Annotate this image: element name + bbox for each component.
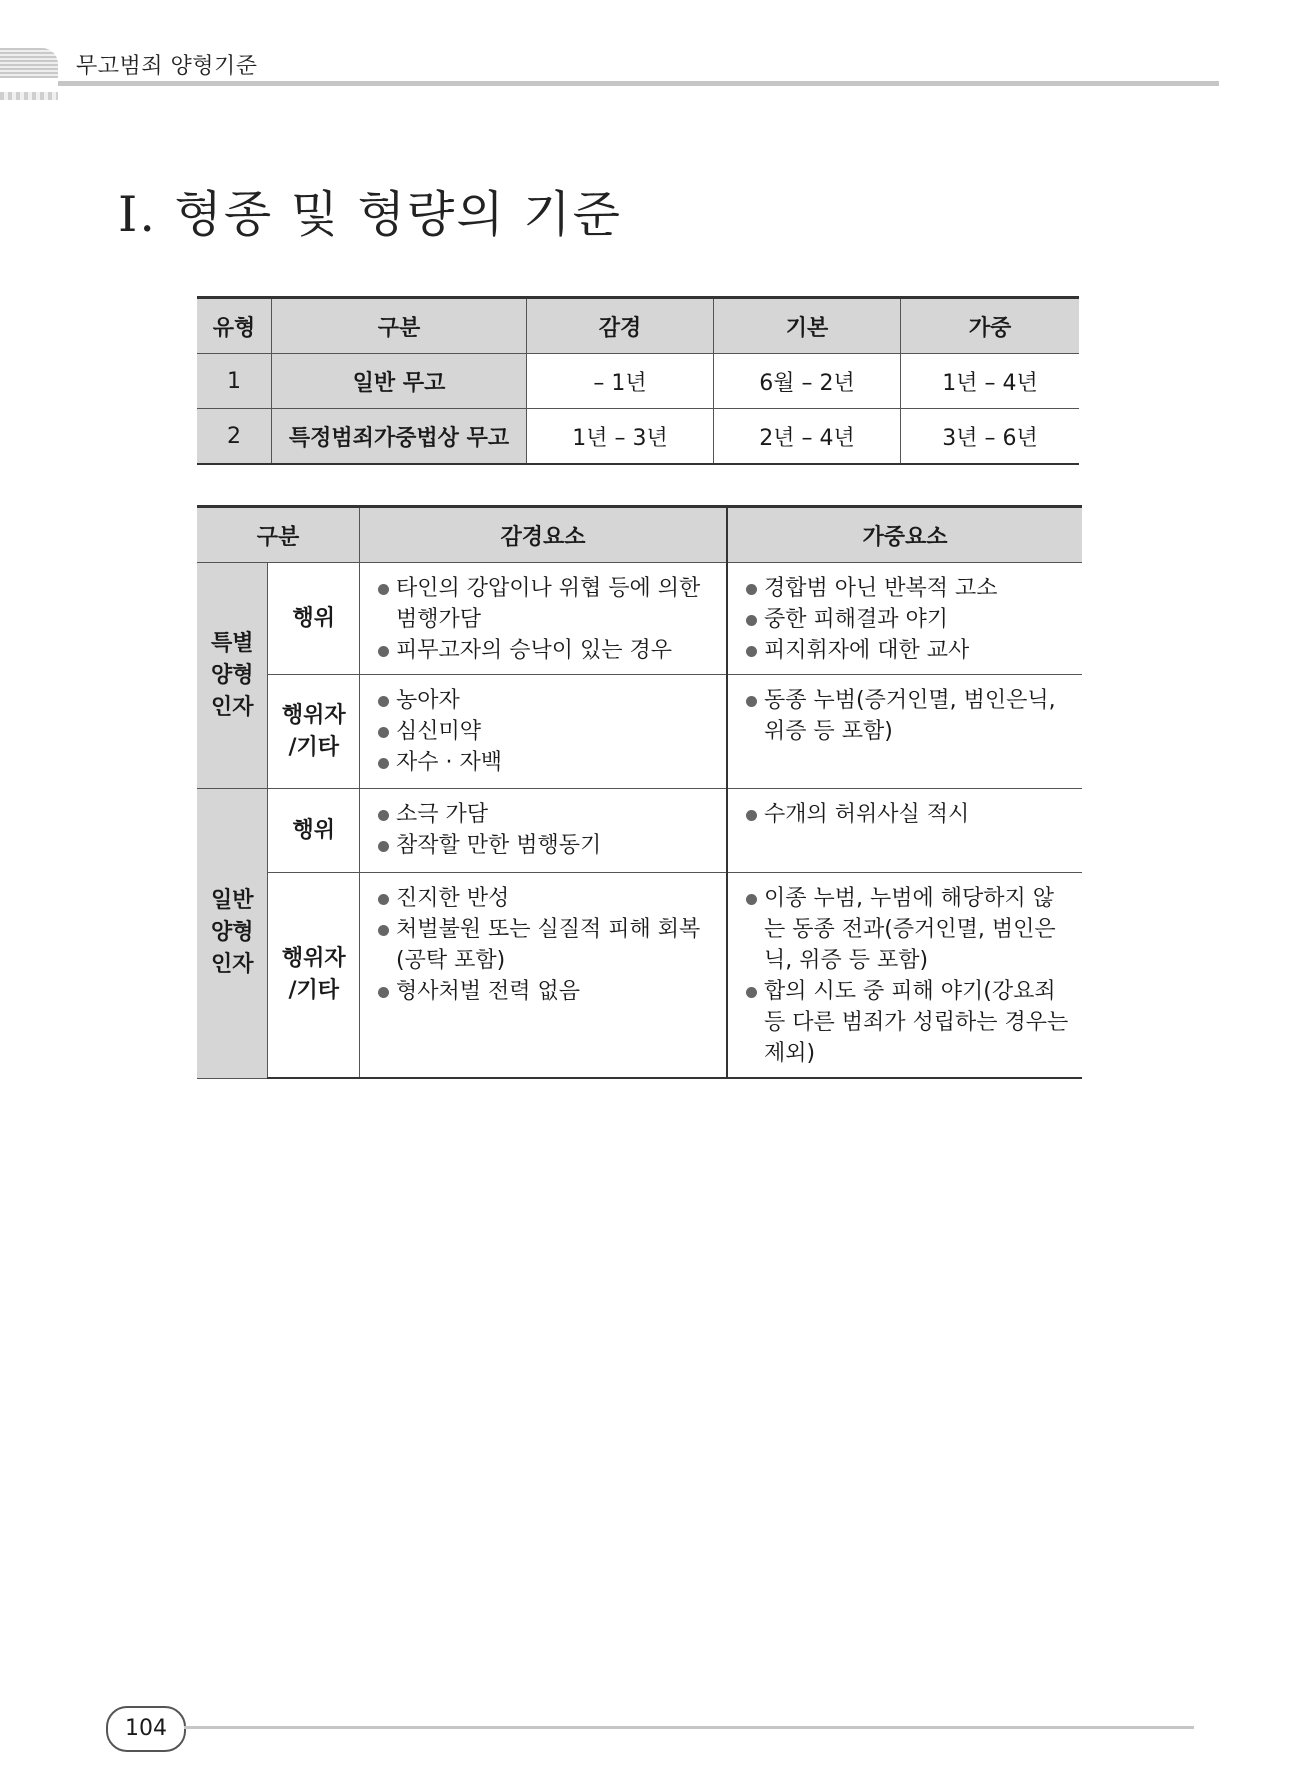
table-row [197, 675, 1082, 789]
table-header-row [197, 298, 1079, 354]
aggravated-cell: 3년 – 6년 [901, 409, 1080, 465]
type-cell: 1 [197, 354, 272, 409]
col-header-mitigating: 감경요소 [360, 507, 728, 563]
list-item: 합의 시도 중 피해 야기(강요죄 등 다른 범죄가 성립하는 경우는 제외) [744, 976, 1070, 1069]
aggravating-cell [727, 563, 1082, 675]
mitigating-cell [360, 675, 728, 789]
page-number: 104 [106, 1706, 186, 1752]
list-item: 피무고자의 승낙이 있는 경우 [376, 635, 714, 666]
list-item: 경합범 아닌 반복적 고소 [744, 573, 1070, 604]
section-heading: Ⅰ. 형종 및 형량의 기준 [118, 186, 622, 243]
sub-label: 행위 [268, 563, 360, 675]
sub-label: 행위자 /기타 [268, 873, 360, 1079]
list-item: 피지휘자에 대한 교사 [744, 635, 1070, 666]
header-ornament-strip [0, 92, 58, 100]
list-item: 동종 누범(증거인멸, 범인은닉, 위증 등 포함) [744, 685, 1070, 747]
table-row [197, 409, 1079, 465]
col-header-category: 구분 [272, 298, 527, 354]
list-item: 형사처벌 전력 없음 [376, 976, 714, 1007]
category-cell: 일반 무고 [272, 354, 527, 409]
footer-rule [184, 1726, 1194, 1729]
table-row [197, 354, 1079, 409]
col-header-mitigated: 감경 [527, 298, 714, 354]
running-title: 무고범죄 양형기준 [76, 54, 258, 79]
list-item: 진지한 반성 [376, 883, 714, 914]
aggravating-cell [727, 789, 1082, 873]
list-item: 이종 누범, 누범에 해당하지 않는 동종 전과(증거인멸, 범인은닉, 위증 등 포함) [744, 883, 1070, 976]
aggravating-cell [727, 873, 1082, 1079]
list-item: 자수 · 자백 [376, 747, 714, 778]
list-item: 심신미약 [376, 716, 714, 747]
list-item: 처벌불원 또는 실질적 피해 회복(공탁 포함) [376, 914, 714, 976]
basic-cell: 2년 – 4년 [714, 409, 901, 465]
sentencing-factors-table [197, 505, 1082, 1079]
aggravated-cell: 1년 – 4년 [901, 354, 1080, 409]
list-item: 참작할 만한 범행동기 [376, 830, 714, 861]
mitigating-cell [360, 789, 728, 873]
col-header-type: 유형 [197, 298, 272, 354]
list-item: 수개의 허위사실 적시 [744, 799, 1070, 830]
table-header-row [197, 507, 1082, 563]
category-cell: 특정범죄가중법상 무고 [272, 409, 527, 465]
aggravating-cell [727, 675, 1082, 789]
mitigating-cell [360, 873, 728, 1079]
list-item: 농아자 [376, 685, 714, 716]
header-ornament [0, 48, 58, 78]
col-header-aggravated: 가중 [901, 298, 1080, 354]
table-row [197, 873, 1082, 1079]
basic-cell: 6월 – 2년 [714, 354, 901, 409]
sub-label: 행위자 /기타 [268, 675, 360, 789]
group-label-general: 일반 양형 인자 [197, 789, 268, 1079]
col-header-category: 구분 [197, 507, 360, 563]
table-row [197, 563, 1082, 675]
mitigated-cell: – 1년 [527, 354, 714, 409]
sub-label: 행위 [268, 789, 360, 873]
list-item: 소극 가담 [376, 799, 714, 830]
table-row [197, 789, 1082, 873]
sentence-range-table [197, 296, 1079, 465]
col-header-basic: 기본 [714, 298, 901, 354]
header-rule [58, 81, 1219, 86]
col-header-aggravating: 가중요소 [727, 507, 1082, 563]
type-cell: 2 [197, 409, 272, 465]
mitigating-cell [360, 563, 728, 675]
group-label-special: 특별 양형 인자 [197, 563, 268, 789]
mitigated-cell: 1년 – 3년 [527, 409, 714, 465]
list-item: 타인의 강압이나 위협 등에 의한 범행가담 [376, 573, 714, 635]
list-item: 중한 피해결과 야기 [744, 604, 1070, 635]
